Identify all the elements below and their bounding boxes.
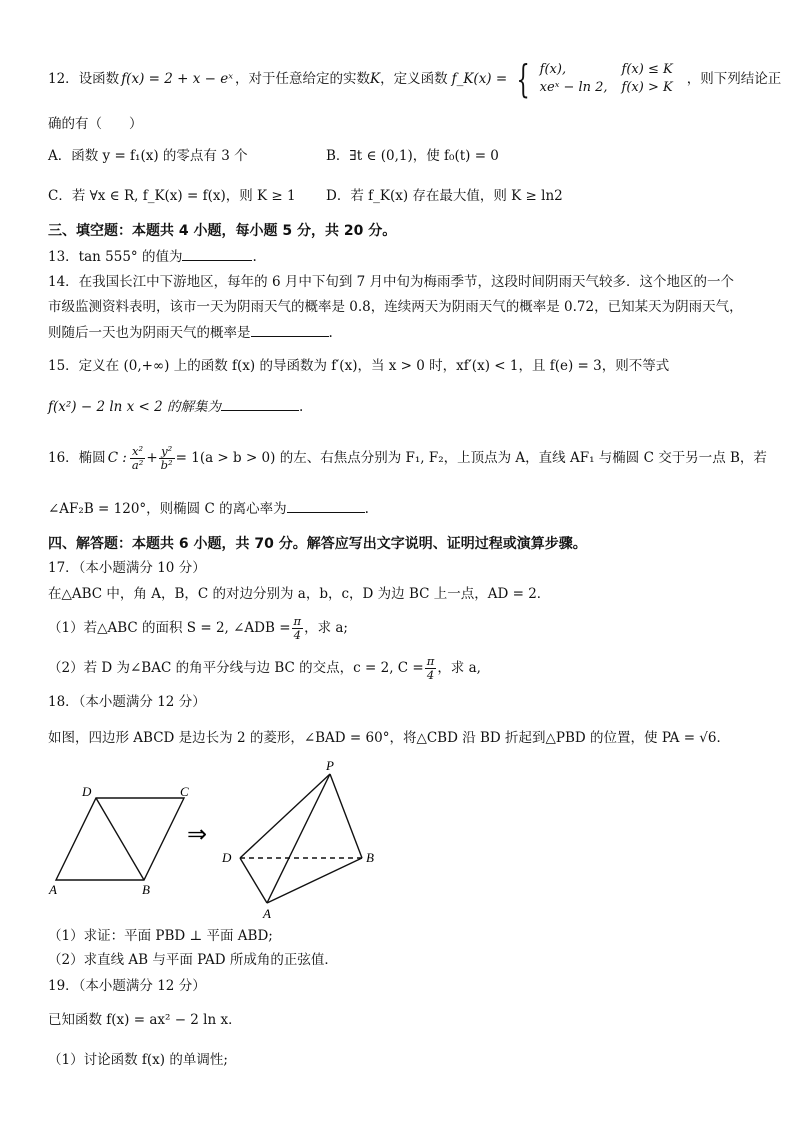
- q15-line2: f(x²) − 2 ln x < 2 的解集为 .: [48, 396, 303, 417]
- q14-line1: 14．在我国长江中下游地区，每年的 6 月中下旬到 7 月中旬为梅雨季节，这段时间阴雨天气较多．这个地区的一个: [48, 274, 735, 290]
- rhombus-label-c: C: [180, 784, 189, 799]
- q12-piecewise: { f(x), f(x) ≤ K xeˣ − ln 2, f(x) > K: [516, 57, 673, 101]
- rhombus-label-a: A: [49, 882, 57, 897]
- q17-stem: 在△ABC 中，角 A，B，C 的对边分别为 a，b，c，D 为边 BC 上一点，AD = 2．: [48, 586, 551, 602]
- section-4-heading: 四、解答题：本题共 6 小题，共 70 分。解答应写出文字说明、证明过程或演算步骤。: [48, 536, 587, 552]
- q13: 13．tan 555° 的值为 .: [48, 246, 257, 267]
- q17-head: 17．（本小题满分 10 分）: [48, 560, 206, 576]
- q12-number: 12．: [48, 71, 79, 87]
- q18-part1: （1）求证：平面 PBD ⊥ 平面 ABD;: [48, 928, 273, 944]
- q17-part2: （2）若 D 为∠BAC 的角平分线与边 BC 的交点，c = 2, C = $\frac{\pi}{4}$ ，求 a,: [48, 653, 481, 682]
- q15-line1: 15．定义在 (0,+∞) 上的函数 f(x) 的导函数为 f′(x)，当 x > 0 时，xf′(x) < 1，且 f(e) = 3，则不等式: [48, 358, 670, 374]
- q18-head: 18．（本小题满分 12 分）: [48, 694, 206, 710]
- tetra-label-d: D: [222, 850, 232, 865]
- q12-option-a: A．函数 y = f₁(x) 的零点有 3 个: [48, 148, 248, 164]
- q16-x-fraction: $\frac{\text{x²}}{\text{a²}}$: [131, 443, 144, 472]
- q18-figure: [44, 758, 404, 921]
- q13-answer-blank: [182, 246, 252, 261]
- rhombus-label-b: B: [142, 882, 150, 897]
- q18-part2: （2）求直线 AB 与平面 PAD 所成角的正弦值．: [48, 952, 338, 968]
- rhombus-label-d: D: [82, 784, 92, 799]
- q12-option-b: B．∃t ∈ (0,1)，使 f₀(t) = 0: [326, 148, 499, 164]
- tetra-label-a: A: [263, 906, 271, 921]
- q19-part1: （1）讨论函数 f(x) 的单调性;: [48, 1052, 228, 1068]
- q16-answer-blank: [287, 498, 365, 513]
- tetrahedron-figure: [240, 774, 362, 903]
- q14-line3: 则随后一天也为阴雨天气的概率是 .: [48, 322, 333, 343]
- q16-line1: 16．椭圆 C : $\frac{\text{x²}}{\text{a²}}$ + $\frac{\text{y²}}{\text{b²}}$ = 1(a > b > 0) 的左、右焦点分别为 F₁, F₂，上顶点为 A，直线 AF₁ 与椭圆 C 交于另一点 B，若: [48, 443, 767, 472]
- q12-line2: 确的有（ ）: [48, 116, 143, 132]
- q12-option-d: D．若 f_K(x) 存在最大值，则 K ≥ ln2: [326, 188, 563, 204]
- tetra-label-b: B: [366, 850, 374, 865]
- q12-fK: f_K(x) =: [451, 71, 508, 87]
- q16-y-fraction: $\frac{\text{y²}}{\text{b²}}$: [160, 443, 173, 472]
- q14-line2: 市级监测资料表明，该市一天为阴雨天气的概率是 0.8，连续两天为阴雨天气的概率是 0.72，已知某天为阴雨天气，: [48, 299, 743, 315]
- q18-stem: 如图，四边形 ABCD 是边长为 2 的菱形，∠BAD = 60°，将△CBD 沿 BD 折起到△PBD 的位置，使 PA = √6．: [48, 730, 730, 746]
- q17-pi-over-4-b: $\frac{\pi}{4}$: [426, 653, 435, 682]
- q17-part1: （1）若△ABC 的面积 S = 2, ∠ADB = $\frac{\pi}{4}$ ，求 a;: [48, 613, 348, 642]
- q12-option-c: C．若 ∀x ∈ R, f_K(x) = f(x)，则 K ≥ 1: [48, 188, 296, 204]
- q12-line1: 12． 设函数 f(x) = 2 + x − eˣ ，对于任意给定的实数 K ，定义函数 f_K(x) = { f(x), f(x) ≤ K xeˣ − ln 2, f(x) > K ，则下列结论正: [48, 57, 782, 101]
- implies-arrow: ⇒: [187, 822, 208, 848]
- q16-line2: ∠AF₂B = 120°，则椭圆 C 的离心率为 .: [48, 498, 369, 519]
- section-3-heading: 三、填空题：本题共 4 小题，每小题 5 分，共 20 分。: [48, 223, 397, 239]
- q17-pi-over-4-a: $\frac{\pi}{4}$: [293, 613, 302, 642]
- q12-f-def: f(x) = 2 + x − eˣ: [121, 71, 233, 87]
- q19-head: 19．（本小题满分 12 分）: [48, 978, 206, 994]
- tetra-label-p: P: [326, 758, 334, 773]
- q19-stem: 已知函数 f(x) = ax² − 2 ln x．: [48, 1012, 242, 1028]
- q14-answer-blank: [251, 322, 329, 337]
- rhombus-figure: [56, 798, 184, 880]
- q15-answer-blank: [221, 396, 299, 411]
